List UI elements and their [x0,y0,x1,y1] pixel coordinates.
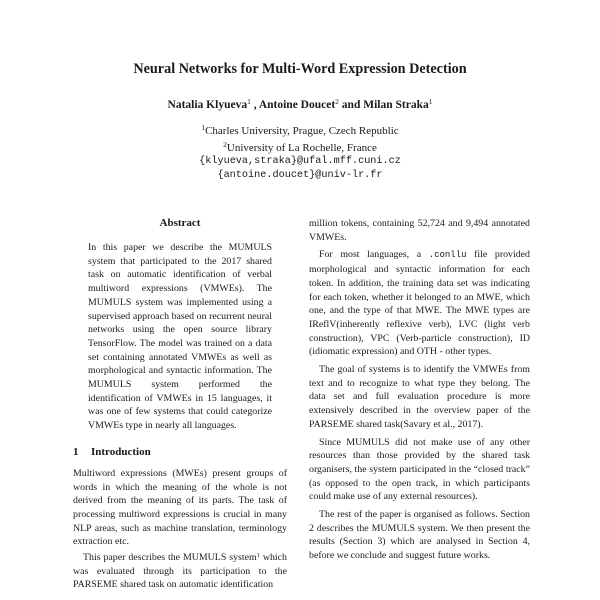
author-name: Milan Straka [363,99,429,111]
author-name: Antoine Doucet [258,99,336,111]
section-heading-introduction [73,445,287,459]
right-column [309,217,530,563]
intro-paragraph-2 [73,549,287,592]
section-title: Introduction [91,445,151,458]
rp1-text: For most languages, a [319,249,429,261]
affiliation-1 [0,121,600,138]
conllu-code: .conllu [428,250,467,261]
author-separator: , [250,99,259,111]
intro-paragraph-1: Multiword expressions (MWEs) present groups of words in which the meaning of the whole is not derived from the meaning of its parts. The task of processing multiword expressions is crucial in many NLP areas, such as machine translation, terminology extraction etc. [73,467,287,548]
intro-p2-text-cont: which was evaluated through its participation to the PARSEME shared task on automatic identification [73,552,287,591]
footnote-mark: 1 [256,552,260,560]
author-affil-mark: 1 [428,97,433,106]
right-paragraph-1 [309,248,530,359]
abstract-text: In this paper we describe the MUMULS system that participated to the 2017 shared task on automatic identification of verbal multiword expressions (VMWEs). The MUMULS system was implemented using a supervised approach based on recurrent neural networks using the open source library TensorFlow. The model was trained on a data set containing annotated VMWEs as well as morphological and syntactic information. The MUMULS system performed the identification of VMWEs in 15 languages, it was one of few systems that could categorize VMWEs type in nearly all languages. [88,242,272,432]
section-number: 1 [73,445,79,458]
email-line-1: {klyueva,straka}@ufal.mff.cuni.cz [199,156,401,167]
affiliations [0,121,600,183]
intro-p2-text: This paper describes the MUMULS system [83,552,257,564]
affiliation-text: Charles University, Prague, Czech Republic [205,125,399,137]
right-paragraph-0: million tokens, containing 52,724 and 9,494 annotated VMWEs. [309,218,530,243]
abstract-heading: Abstract [159,217,201,229]
left-column [73,216,287,592]
author-name: Natalia Klyueva [167,99,248,111]
affiliation-2 [0,138,600,155]
author-affil-mark: 2 [335,97,339,106]
affil-mark: 2 [223,140,227,149]
email-line-2: {antoine.doucet}@univ-lr.fr [217,170,383,181]
author-list [0,94,600,113]
right-paragraph-3: Since MUMULS did not make use of any other resources than those provided by the shared task organisers, the system participated in the “closed track” (as opposed to the open track, in which participants could make use of any external resources). [309,436,530,503]
author-affil-mark: 1 [247,97,251,106]
author-separator: and [338,99,364,111]
right-paragraph-4: The rest of the paper is organised as follows. Section 2 describes the MUMULS system. We then present the results (Section 3) which are analysed in Section 4, before we conclude and suggest future works. [309,509,530,562]
right-paragraph-2: The goal of systems is to identify the VMWEs from text and to recognize to what type they belong. The data set and full evaluation procedure is more extensively described in the overview paper of the PARSEME shared task(Savary et al., 2017). [309,364,530,430]
rp1-text-cont: file provided morphological and syntactic information for each token. In addition, the training data set was indicating for each token, whether it belonged to an MWE, which one, and the type of that MWE. The MWE types are IReflV(inherently reflexive verb), LVC (light verb construction), VPC (Verb-particle construction), ID (idiomatic expression) and OTH - other types. [309,249,530,358]
paper-title: Neural Networks for Multi-Word Expression Detection [133,61,467,77]
affiliation-text: University of La Rochelle, France [226,142,377,154]
affil-mark: 1 [201,123,206,132]
